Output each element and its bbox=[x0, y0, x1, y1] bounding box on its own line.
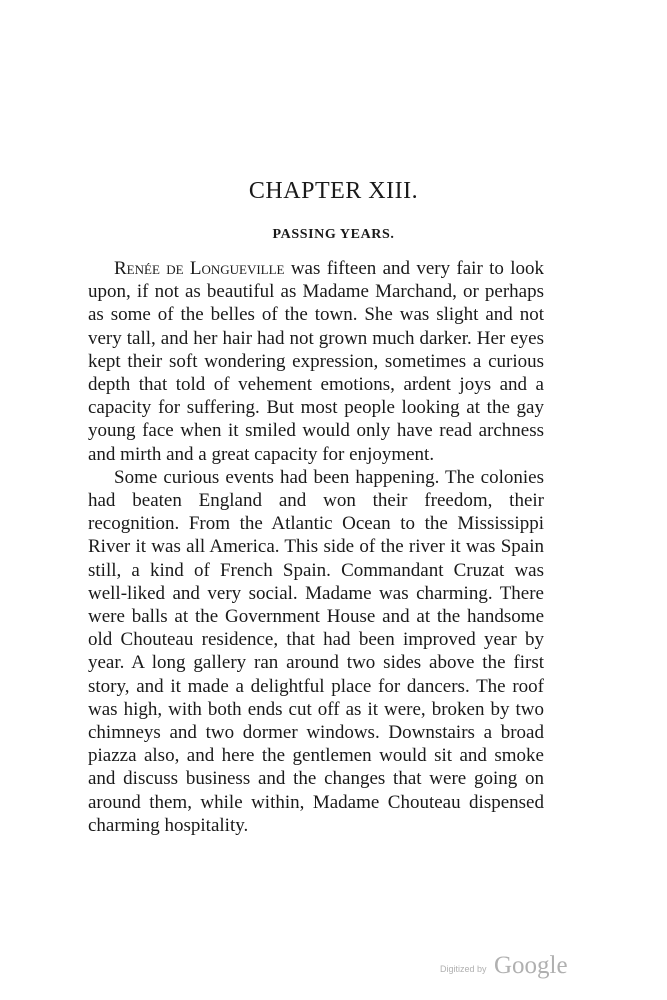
digitized-by-google-watermark bbox=[440, 952, 580, 982]
watermark-brand-logo: Google bbox=[494, 952, 568, 979]
paragraph-lead-name: Renée de Longueville bbox=[114, 258, 285, 279]
chapter-body bbox=[88, 257, 544, 837]
paragraph-1-text: was fifteen and very fair to look upon, if not as beautiful as Madame Marchand, or perhaps as some of the belles of the town. She was slight and not very tall, and her hair had not grown much darker. Her eyes kept their soft wondering expression, sometimes a curious depth that told of vehement emotions, ardent joys and a capacity for suffering. But most people looking at the gay young face when it smiled would only have read archness and mirth and a great capacity for enjoyment. bbox=[88, 258, 544, 465]
watermark-digitized-label: Digitized by bbox=[440, 964, 487, 974]
paragraph-1 bbox=[88, 257, 544, 466]
chapter-title: CHAPTER XIII. bbox=[248, 178, 419, 204]
paragraph-2: Some curious events had been happening. The colonies had beaten England and won their freedom, their recognition. From the Atlantic Ocean to the Mississippi River it was all America. This side of the river it was Spain still, a kind of French Spain. Commandant Cruzat was well-liked and very social. Madame was charming. There were balls at the Government House and at the handsome old Chouteau residence, that had been improved year by year. A long gallery ran around two sides above the first story, and it made a delightful place for dancers. The roof was high, with both ends cut off as it were, broken by two chimneys and two dormer windows. Downstairs a broad piazza also, and here the gentlemen would sit and smoke and discuss business and the changes that were going on around them, while within, Madame Chouteau dispensed charming hospitality. bbox=[88, 466, 544, 836]
chapter-subtitle: PASSING YEARS. bbox=[272, 227, 395, 242]
